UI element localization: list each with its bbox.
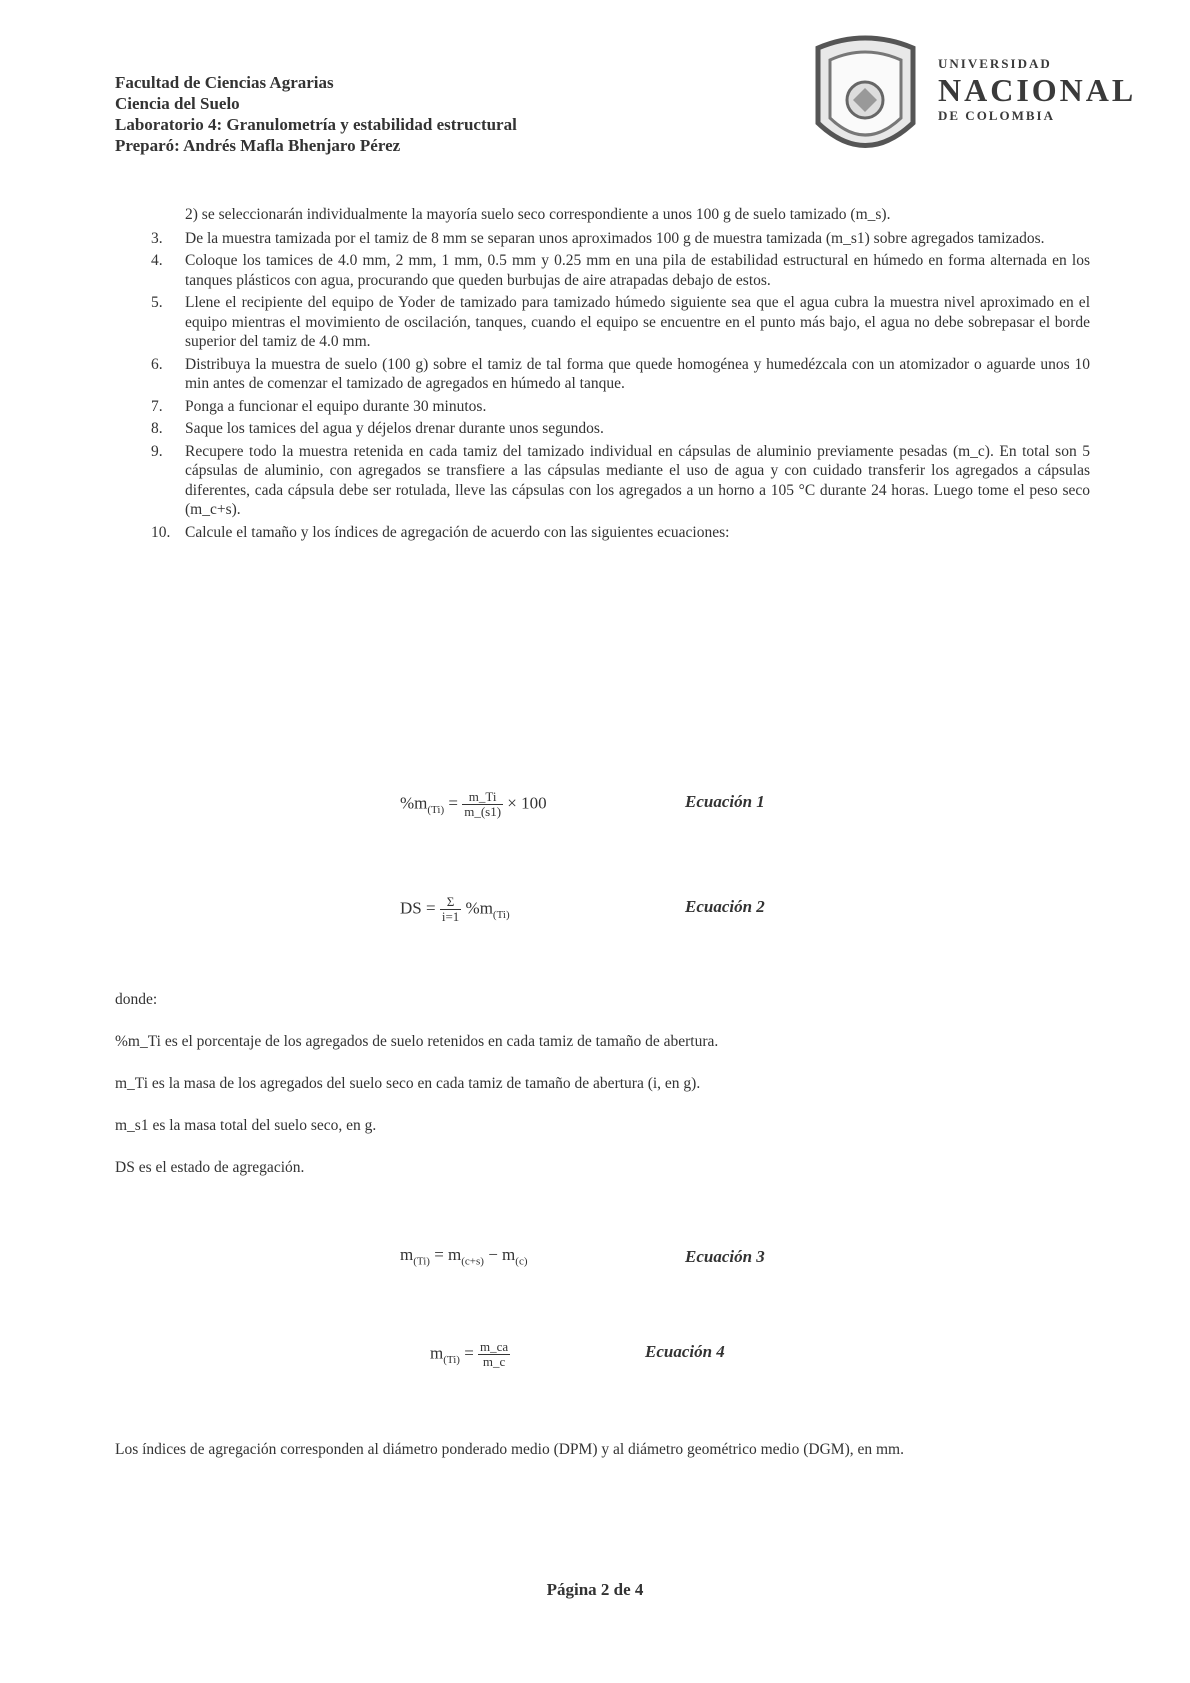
page-number: Página 2 de 4 [546,1580,644,1599]
equation-2: DS = $\frac{\Sigma}{i=1}$ $\%m_{(Ti)}$ Ecuación 2 [400,894,765,924]
definition-2: m_Ti es la masa de los agregados del suelo seco en cada tamiz de tamaño de abertura (i, en g). [115,1075,701,1092]
document-header [115,72,715,156]
donde-label: donde: [115,991,158,1008]
equation-2-label: Ecuación 2 [685,897,765,916]
definition-1: %m_Ti es el porcentaje de los agregados de suelo retenidos en cada tamiz de tamaño de abertura. [115,1033,719,1050]
equation-4: $m_{(Ti)}$ = $\frac{m\_ca}{m\_c}$ Ecuación 4 [430,1339,725,1369]
list-item: 8. Saque los tamices del agua y déjelos drenar durante unos segundos. [151,420,604,437]
header-faculty: Facultad de Ciencias Agrarias [115,73,334,92]
procedure-steps [115,229,1090,520]
step-continuation: 2) se seleccionarán individualmente la mayoría suelo seco correspondiente a unos 100 g de suelo tamizado (m_s). [185,206,891,223]
definition-4: DS es el estado de agregación. [115,1159,305,1176]
list-item: 9. Recupere todo la muestra retenida en cada tamiz del tamizado individual en cápsulas de aluminio previamente pesadas (m_c). En total son 5 cápsulas de aluminio, con agregados se transfiere a las cápsulas mediante el uso de agua y con cuidado transferir los agregados a cápsulas diferentes, cada cápsula debe ser rotulada, lleve las cápsulas con los agregados a un horno a 105 °C durante 24 horas. Luego tome el peso seco (m_c+s). [151,442,1090,518]
closing-paragraph: Los índices de agregación corresponden al diámetro ponderado medio (DPM) y al diámetro geométrico medio (DGM), en mm. [115,1441,904,1458]
equation-3: $m_{(Ti)} = m_{(c+s)} - m_{(c)}$ Ecuación 3 [400,1245,765,1268]
university-seal-icon [808,28,923,168]
equation-1: $\%m_{(Ti)}$ = $\frac{m\_Ti}{m\_(s1)}$ × 100 Ecuación 1 [400,789,765,819]
list-item: 4. Coloque los tamices de 4.0 mm, 2 mm, 1 mm, 0.5 mm y 0.25 mm en una pila de estabilidad estructural en húmedo en forma alternada en los tanques plásticos con agua, procurando que queden burbujas de aire atrapadas debajo de estos. [151,252,1090,289]
header-author: Preparó: Andrés Mafla Bhenjaro Pérez [115,136,401,155]
university-logo [808,28,1168,168]
equation-1-label: Ecuación 1 [685,792,765,811]
equation-3-label: Ecuación 3 [685,1247,765,1266]
list-item: 5. Llene el recipiente del equipo de Yoder de tamizado para tamizado húmedo siguiente sea que el agua cubra la muestra nivel aproximado en el equipo mientras el movimiento de oscilación, tanques, cuando el equipo se encuentre en el punto más bajo, el agua no debe sobrepasar el borde superior del tamiz de 4.0 mm. [151,294,1090,350]
logo-wordmark: UNIVERSIDAD NACIONAL DE COLOMBIA [938,56,1137,123]
equation-4-label: Ecuación 4 [645,1342,725,1361]
list-item: 3. De la muestra tamizada por el tamiz de 8 mm se separan unos aproximados 100 g de muestra tamizada (m_s1) sobre agregados tamizados. [151,229,1045,247]
header-lab-title: Laboratorio 4: Granulometría y estabilidad estructural [115,115,517,134]
list-item: 7. Ponga a funcionar el equipo durante 30 minutos. [151,397,487,415]
procedure-section [115,205,1090,542]
list-item: 10. Calcule el tamaño y los índices de agregación de acuerdo con las siguientes ecuaciones: [151,523,730,541]
header-course: Ciencia del Suelo [115,94,240,113]
definition-3: m_s1 es la masa total del suelo seco, en g. [115,1117,377,1134]
list-item: 6. Distribuya la muestra de suelo (100 g) sobre el tamiz de tal forma que quede homogénea y humedézcala con un atomizador o aguarde unos 10 min antes de comenzar el tamizado de agregados en húmedo al tanque. [151,355,1090,392]
